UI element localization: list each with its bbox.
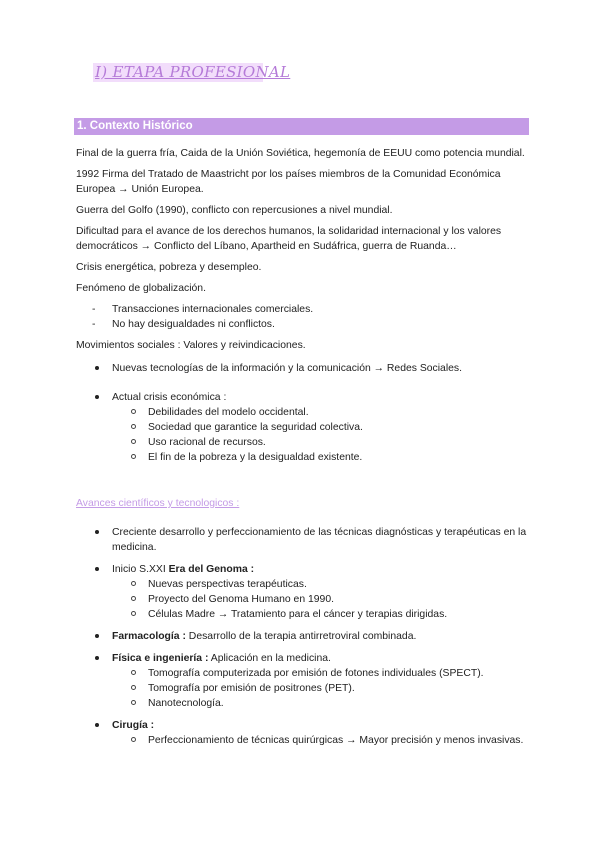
dash-marker: -: [92, 319, 96, 330]
circle-bullet-icon: [131, 737, 136, 742]
globalization-list: [76, 302, 536, 332]
paragraph: 1992 Firma del Tratado de Maastricht por los países miembros de la Comunidad Económica Europea → Unión Europea.: [76, 169, 501, 195]
bullet-icon: [95, 530, 99, 534]
list-item: Creciente desarrollo y perfeccionamiento de las técnicas diagnósticas y terapéuticas en la medicina.: [76, 525, 536, 555]
circle-bullet-icon: [131, 409, 136, 414]
sub-list-item: Células Madre → Tratamiento para el cáncer y terapias dirigidas.: [112, 607, 536, 622]
list-item: Cirugía : Perfeccionamiento de técnicas quirúrgicas → Mayor precisión y menos invasivas.: [76, 718, 536, 748]
sub-list-item: Debilidades del modelo occidental.: [112, 405, 536, 420]
list-item: - Transacciones internacionales comerciales.: [92, 304, 314, 315]
avances-heading-link[interactable]: Avances científicos y tecnologicos :: [76, 498, 240, 509]
section-heading-bar: [74, 118, 529, 135]
sub-list-item: Tomografía por emisión de positrones (PET).: [112, 681, 536, 696]
list-item: Inicio S.XXI Era del Genoma : Nuevas perspectivas terapéuticas. Proyecto del Genoma Humano en 1990. Células Madre → Tratamiento para el cáncer y terapias dirigidas.: [76, 562, 536, 622]
circle-bullet-icon: [131, 700, 136, 705]
circle-bullet-icon: [131, 424, 136, 429]
bullet-icon: [95, 634, 99, 638]
circle-bullet-icon: [131, 454, 136, 459]
circle-bullet-icon: [131, 439, 136, 444]
paragraph: Crisis energética, pobreza y desempleo.: [76, 262, 262, 273]
sub-list-item: Proyecto del Genoma Humano en 1990.: [112, 592, 536, 607]
paragraph: Fenómeno de globalización.: [76, 283, 206, 294]
social-movements-list: [76, 361, 536, 465]
bullet-icon: [95, 395, 99, 399]
paragraph: Guerra del Golfo (1990), conflicto con repercusiones a nivel mundial.: [76, 205, 393, 216]
list-item: - No hay desigualdades ni conflictos.: [92, 319, 275, 330]
sub-list-item: Nanotecnología.: [112, 696, 536, 711]
sub-list: [112, 405, 536, 465]
list-item: Nuevas tecnologías de la información y la comunicación → Redes Sociales.: [76, 361, 536, 376]
sub-list-item: Uso racional de recursos.: [112, 435, 536, 450]
bullet-icon: [95, 723, 99, 727]
circle-bullet-icon: [131, 581, 136, 586]
list-item: Física e ingeniería : Aplicación en la medicina. Tomografía computerizada por emisión de fotones individuales (SPECT). Tomografía por emisión de positrones (PET). Nanotecnología.: [76, 651, 536, 711]
bullet-icon: [95, 366, 99, 370]
paragraph: Final de la guerra fría, Caida de la Unión Soviética, hegemonía de EEUU como potencia mundial.: [76, 148, 525, 159]
sub-list-item: Nuevas perspectivas terapéuticas.: [112, 577, 536, 592]
circle-bullet-icon: [131, 596, 136, 601]
list-item: Actual crisis económica : Debilidades del modelo occidental. Sociedad que garantice la seguridad colectiva. Uso racional de recursos. El fin de la pobreza y la desigualdad existente.: [76, 390, 536, 465]
document-body: [76, 146, 536, 755]
bullet-icon: [95, 656, 99, 660]
circle-bullet-icon: [131, 670, 136, 675]
bullet-icon: [95, 567, 99, 571]
section-heading: 1. Contexto Histórico: [77, 120, 193, 132]
dash-marker: -: [92, 304, 96, 315]
sub-list: [112, 733, 536, 748]
sub-list: [112, 666, 536, 711]
list-item: Farmacología : Desarrollo de la terapia antirretroviral combinada.: [76, 629, 536, 644]
sub-list-item: El fin de la pobreza y la desigualdad existente.: [112, 450, 536, 465]
sub-list: [112, 577, 536, 622]
circle-bullet-icon: [131, 611, 136, 616]
circle-bullet-icon: [131, 685, 136, 690]
paragraph: Movimientos sociales : Valores y reivindicaciones.: [76, 340, 306, 351]
document-title: I) ETAPA PROFESIONAL: [95, 63, 291, 81]
sub-list-item: Perfeccionamiento de técnicas quirúrgicas → Mayor precisión y menos invasivas.: [112, 733, 536, 748]
paragraph: Dificultad para el avance de los derechos humanos, la solidaridad internacional y los valores democráticos → Conflicto del Líbano, Apartheid en Sudáfrica, guerra de Ruanda…: [76, 226, 502, 252]
advances-list: [76, 525, 536, 748]
sub-list-item: Tomografía computerizada por emisión de fotones individuales (SPECT).: [112, 666, 536, 681]
sub-list-item: Sociedad que garantice la seguridad colectiva.: [112, 420, 536, 435]
